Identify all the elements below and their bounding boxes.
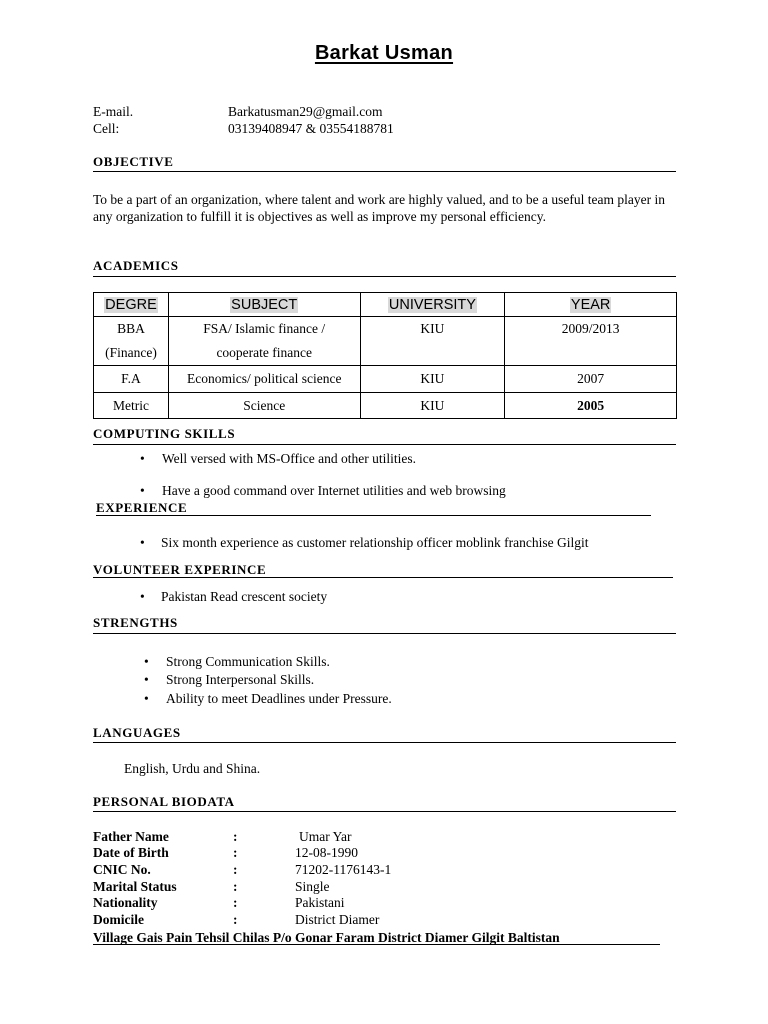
cell-label: Cell:: [93, 121, 120, 136]
biodata-heading: PERSONAL BIODATA: [93, 794, 235, 809]
candidate-name: Barkat Usman: [314, 42, 454, 64]
field-value: Single: [295, 879, 330, 894]
table-row: [94, 366, 677, 393]
list-item-text: Strong Interpersonal Skills.: [166, 672, 315, 687]
field-value: District Diamer: [295, 912, 380, 927]
academics-heading: ACADEMICS: [93, 258, 179, 273]
field-separator: :: [233, 845, 238, 860]
objective-text: To be a part of an organization, where talent and work are highly valued, and to be a useful team player in any organization to fulfill it is objectives as well as improve my personal efficiency.: [93, 192, 665, 224]
column-header-label: DEGRE: [105, 296, 157, 313]
bullet-icon: •: [140, 451, 145, 466]
field-label: CNIC No.: [93, 862, 151, 877]
volunteer-divider: [93, 577, 673, 578]
column-header: [94, 293, 169, 317]
field-label: Date of Birth: [93, 845, 169, 860]
biodata-row-nationality: [93, 895, 345, 912]
field-value: 71202-1176143-1: [295, 862, 392, 877]
list-item-text: Six month experience as customer relationship officer moblink franchise Gilgit: [161, 535, 589, 550]
column-header-label: UNIVERSITY: [388, 296, 476, 313]
address-underline: [93, 944, 660, 945]
field-separator: :: [233, 879, 238, 894]
table-cell-university: KIU: [360, 393, 505, 419]
table-cell-degree: [94, 317, 169, 366]
strengths-heading: STRENGTHS: [93, 615, 178, 630]
bullet-icon: •: [144, 691, 149, 706]
column-header: [168, 293, 360, 317]
table-cell-year: 2007: [505, 366, 677, 393]
field-separator: :: [233, 829, 238, 844]
computing-divider: [93, 444, 676, 445]
field-label: Nationality: [93, 895, 158, 910]
field-value: Pakistani: [295, 895, 345, 910]
email-line: [93, 103, 383, 120]
field-separator: :: [233, 912, 238, 927]
field-separator: :: [233, 895, 238, 910]
field-separator: :: [233, 862, 238, 877]
column-header: [505, 293, 677, 317]
table-header-row: [94, 293, 677, 317]
cell-text: BBA: [117, 321, 145, 336]
biodata-row-father-name: [93, 829, 352, 846]
academics-table: [93, 292, 677, 419]
objective-divider: [93, 171, 676, 172]
table-cell-subject: Science: [168, 393, 360, 419]
volunteer-heading: VOLUNTEER EXPERINCE: [93, 562, 267, 577]
cell-line: [93, 120, 394, 137]
table-cell-degree: Metric: [94, 393, 169, 419]
email-value: Barkatusman29@gmail.com: [228, 104, 383, 119]
bullet-icon: •: [140, 535, 145, 550]
academics-divider: [93, 276, 676, 277]
table-row: [94, 393, 677, 419]
field-label: Domicile: [93, 912, 144, 927]
bullet-icon: •: [140, 483, 145, 498]
field-value: Umar Yar: [299, 829, 352, 844]
languages-divider: [93, 742, 676, 743]
field-label: Marital Status: [93, 879, 177, 894]
cell-value: 03139408947 & 03554188781: [228, 121, 394, 136]
column-header-label: SUBJECT: [231, 296, 298, 313]
list-item-text: Ability to meet Deadlines under Pressure.: [166, 691, 392, 706]
biodata-row-marital-status: [93, 879, 330, 896]
cell-text: FSA/ Islamic finance /: [203, 321, 326, 336]
languages-text: English, Urdu and Shina.: [124, 761, 261, 776]
biodata-row-date-of-birth: [93, 845, 358, 862]
cell-text: (Finance): [105, 345, 157, 360]
table-cell-year: 2005: [505, 393, 677, 419]
computing-heading: COMPUTING SKILLS: [93, 426, 236, 441]
address-line: Village Gais Pain Tehsil Chilas P/o Gonar Faram District Diamer Gilgit Baltistan: [93, 930, 560, 945]
bullet-icon: •: [140, 589, 145, 604]
column-header: [360, 293, 505, 317]
biodata-divider: [93, 811, 676, 812]
field-label: Father Name: [93, 829, 169, 844]
table-row: [94, 317, 677, 366]
experience-heading: EXPERIENCE: [96, 500, 188, 515]
table-cell-subject: Economics/ political science: [168, 366, 360, 393]
list-item-text: Strong Communication Skills.: [166, 654, 330, 669]
languages-heading: LANGUAGES: [93, 725, 181, 740]
table-cell-subject: [168, 317, 360, 366]
cell-text: cooperate finance: [216, 345, 312, 360]
biodata-row-cnic: [93, 862, 391, 879]
column-header-label: YEAR: [570, 296, 611, 313]
experience-divider: [96, 515, 651, 516]
table-cell-university: KIU: [360, 366, 505, 393]
strengths-divider: [93, 633, 676, 634]
list-item-text: Pakistan Read crescent society: [161, 589, 328, 604]
list-item-text: Well versed with MS-Office and other utilities.: [162, 451, 416, 466]
table-cell-year: 2009/2013: [505, 317, 677, 366]
table-cell-university: KIU: [360, 317, 505, 366]
bullet-icon: •: [144, 654, 149, 669]
list-item-text: Have a good command over Internet utilities and web browsing: [162, 483, 506, 498]
field-value: 12-08-1990: [295, 845, 358, 860]
table-cell-degree: F.A: [94, 366, 169, 393]
objective-heading: OBJECTIVE: [93, 154, 174, 169]
bullet-icon: •: [144, 672, 149, 687]
biodata-row-domicile: [93, 912, 379, 929]
email-label: E-mail.: [93, 104, 134, 119]
